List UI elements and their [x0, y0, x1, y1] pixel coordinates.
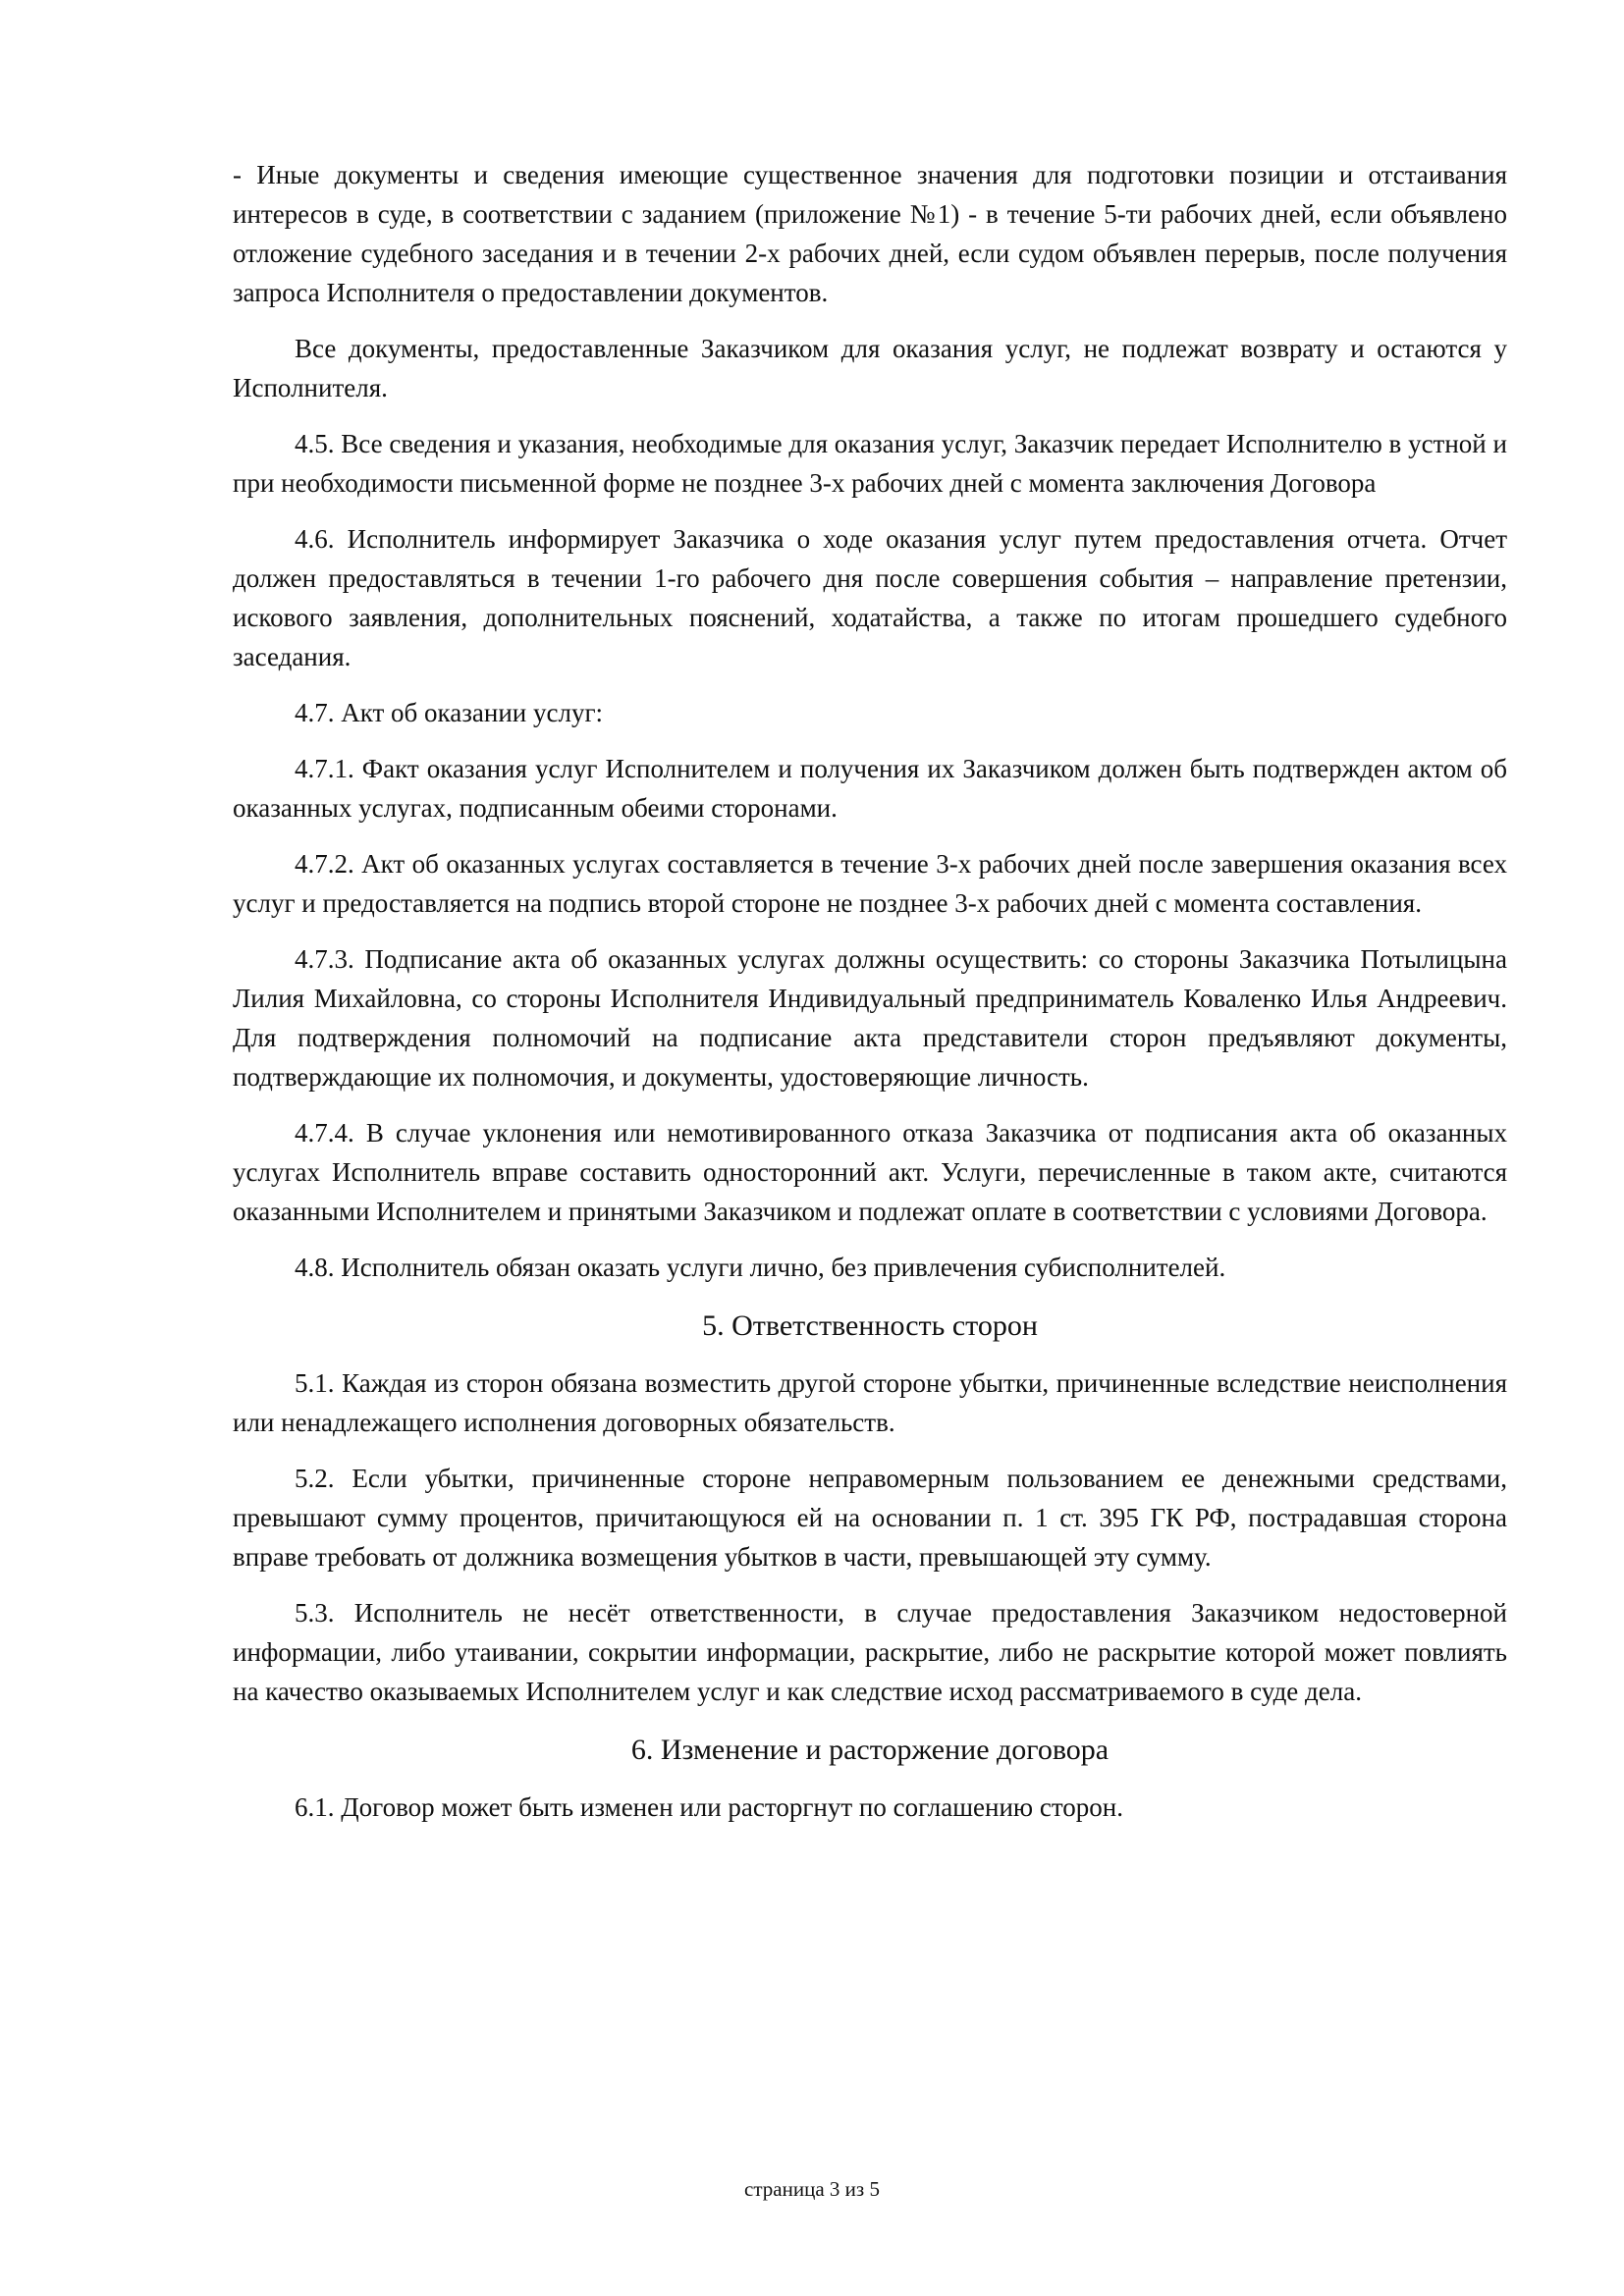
clause-4-7-2: 4.7.2. Акт об оказанных услугах составляется в течение 3-х рабочих дней после завершения оказания всех услуг и предоставляется на подпись второй стороне не позднее 3-х рабочих дней с момента составления.	[233, 849, 1507, 918]
clause-4-8: 4.8. Исполнитель обязан оказать услуги лично, без привлечения субисполнителей.	[295, 1253, 1226, 1282]
clause-4-7-4: 4.7.4. В случае уклонения или немотивированного отказа Заказчика от подписания акта об оказанных услугах Исполнитель вправе составить односторонний акт. Услуги, перечисленные в таком акте, считаются оказанными Исполнителем и принятыми Заказчиком и подлежат оплате в соответствии с условиями Договора.	[233, 1118, 1507, 1226]
clause-4-5: 4.5. Все сведения и указания, необходимые для оказания услуг, Заказчик передает Исполнителю в устной и при необходимости письменной форме не позднее 3-х рабочих дней с момента заключения Договора	[233, 429, 1507, 498]
clause-5-1: 5.1. Каждая из сторон обязана возместить другой стороне убытки, причиненные вследствие неисполнения или ненадлежащего исполнения договорных обязательств.	[233, 1368, 1507, 1437]
page-number-footer: страница 3 из 5	[744, 2177, 880, 2201]
paragraph-other-documents: - Иные документы и сведения имеющие существенное значения для подготовки позиции и отстаивания интересов в суде, в соответствии с заданием (приложение №1) - в течение 5-ти рабочих дней, если объявлено отложение судебного заседания и в течении 2-х рабочих дней, если судом объявлен перерыв, после получения запроса Исполнителя о предоставлении документов.	[233, 160, 1507, 307]
section-6-heading: 6. Изменение и расторжение договора	[630, 1734, 1110, 1766]
section-5-heading: 5. Ответственность сторон	[702, 1309, 1038, 1342]
paragraph-documents-not-returned: Все документы, предоставленные Заказчиком для оказания услуг, не подлежат возврату и остаются у Исполнителя.	[233, 334, 1507, 402]
document-page	[233, 155, 1507, 1843]
clause-6-1: 6.1. Договор может быть изменен или расторгнут по соглашению сторон.	[295, 1792, 1123, 1822]
clause-5-2: 5.2. Если убытки, причиненные стороне неправомерным пользованием ее денежными средствами, превышают сумму процентов, причитающуюся ей на основании п. 1 ст. 395 ГК РФ, пострадавшая сторона вправе требовать от должника возмещения убытков в части, превышающей эту сумму.	[233, 1464, 1507, 1572]
clause-5-3: 5.3. Исполнитель не несёт ответственности, в случае предоставления Заказчиком недостоверной информации, либо утаивании, сокрытии информации, раскрытие, либо не раскрытие которой может повлиять на качество оказываемых Исполнителем услуг и как следствие исход рассматриваемого в суде дела.	[233, 1598, 1507, 1706]
clause-4-7-3: 4.7.3. Подписание акта об оказанных услугах должны осуществить: со стороны Заказчика Потылицына Лилия Михайловна, со стороны Исполнителя Индивидуальный предприниматель Коваленко Илья Андреевич. Для подтверждения полномочий на подписание акта представители сторон предъявляют документы, подтверждающие их полномочия, и документы, удостоверяющие личность.	[233, 944, 1507, 1092]
clause-4-6: 4.6. Исполнитель информирует Заказчика о ходе оказания услуг путем предоставления отчета. Отчет должен предоставляться в течении 1-го рабочего дня после совершения события – направление претензии, искового заявления, дополнительных пояснений, ходатайства, а также по итогам прошедшего судебного заседания.	[233, 524, 1507, 671]
clause-4-7: 4.7. Акт об оказании услуг:	[295, 698, 604, 727]
clause-4-7-1: 4.7.1. Факт оказания услуг Исполнителем и получения их Заказчиком должен быть подтвержден актом об оказанных услугах, подписанным обеими сторонами.	[233, 754, 1507, 823]
